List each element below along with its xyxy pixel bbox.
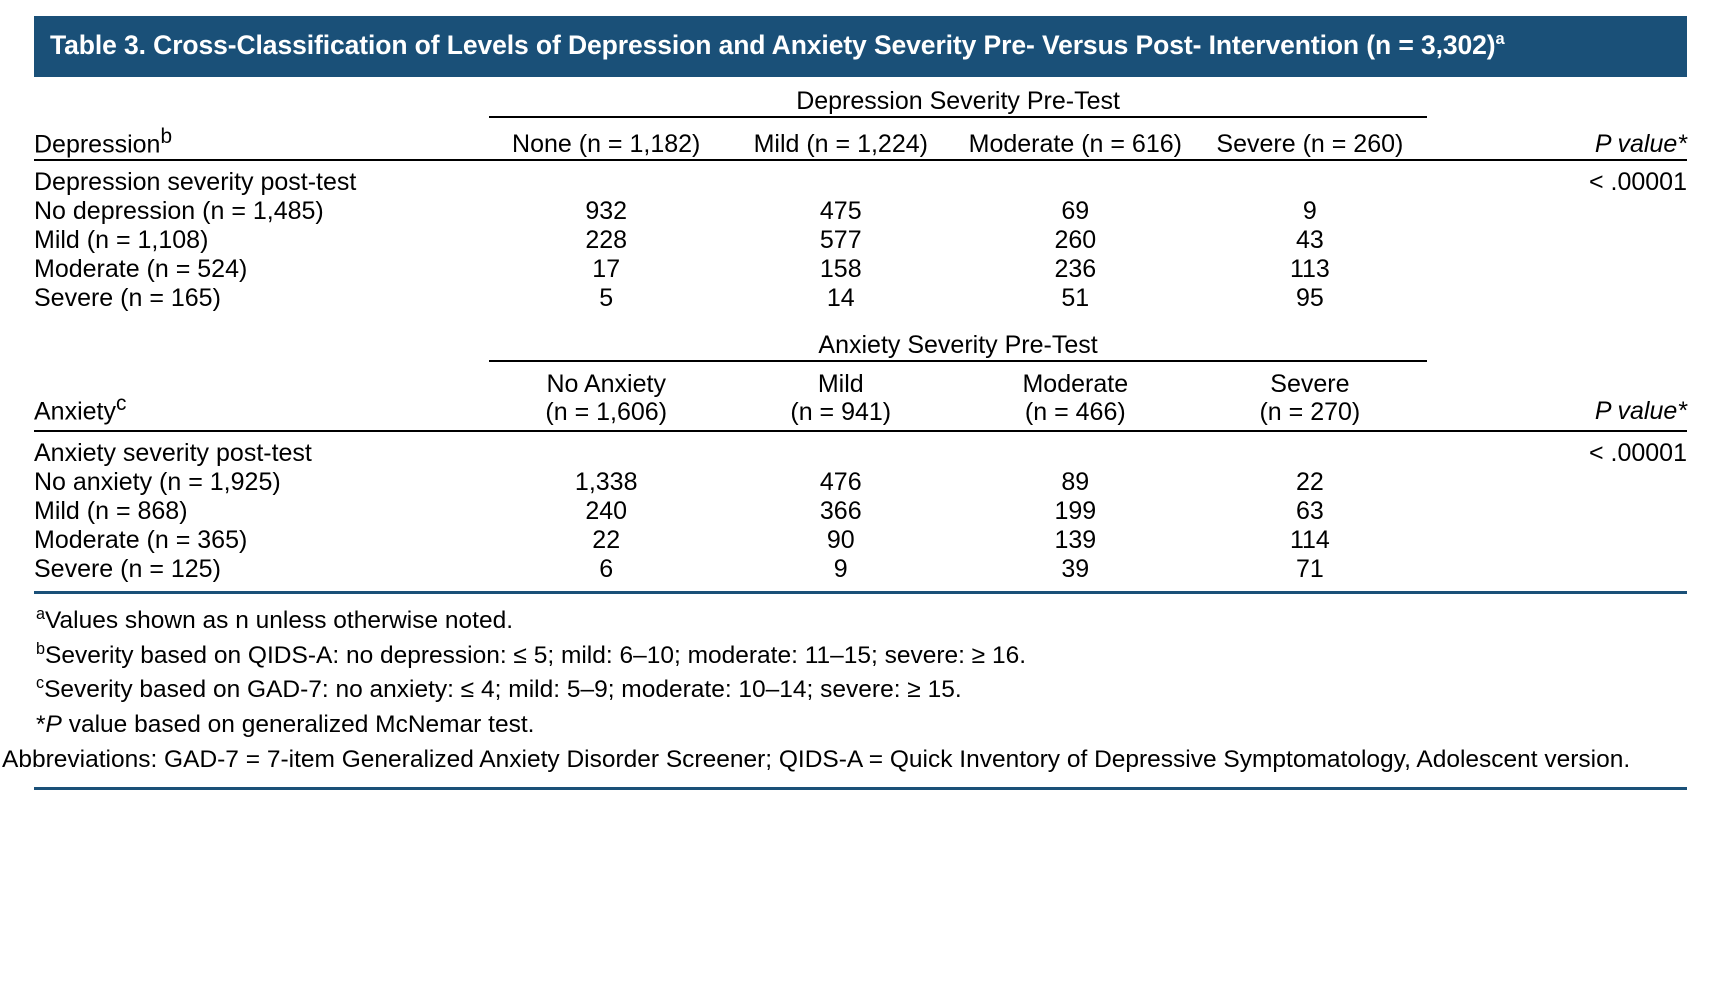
table-row: [34, 555, 1687, 591]
row-label: No anxiety (n = 1,925): [34, 468, 281, 497]
column-header-anxiety-none: [489, 361, 724, 430]
cell-value: 577: [819, 226, 862, 255]
row-label: Mild (n = 868): [34, 497, 188, 526]
column-header-anxiety-pvalue: [1427, 361, 1687, 430]
footnote-star-italic: P: [45, 711, 62, 739]
column-header-anxiety-moderate: [958, 361, 1193, 430]
depression-section-title: Depression severity post-test: [34, 168, 357, 197]
column-header-line1: Severe: [1270, 370, 1350, 399]
empty-cell: [489, 431, 724, 468]
anxiety-row-label-superscript: c: [115, 391, 127, 415]
cell-value: 236: [1054, 255, 1097, 284]
cell-value: 39: [1061, 555, 1090, 584]
anxiety-row-label: [34, 361, 489, 430]
cell-value: 63: [1295, 497, 1324, 526]
column-header-line2: (n = 1,606): [545, 398, 668, 427]
cell-value: 114: [1289, 526, 1330, 555]
data-table: [34, 77, 1687, 594]
empty-cell: [1427, 77, 1687, 116]
footnote-star-text: value based on generalized McNemar test.: [61, 711, 535, 739]
footnote-a: [36, 603, 1685, 638]
footnote-star-marker: *: [36, 711, 46, 739]
footnote-a-marker: a: [36, 604, 45, 623]
cell-value: 71: [1295, 555, 1324, 584]
footnote-c: [36, 673, 1685, 708]
empty-cell: [1427, 226, 1687, 255]
footnote-c-marker: c: [36, 674, 45, 693]
table-container: [34, 16, 1687, 594]
footnote-a-text: Values shown as n unless otherwise noted.: [45, 606, 514, 634]
cell-value: 366: [819, 497, 862, 526]
table-bottom-rule-row: [34, 591, 1687, 593]
cell-value: 139: [1054, 526, 1097, 555]
depression-row-label: [34, 117, 489, 159]
empty-cell: [1427, 313, 1687, 360]
column-header-anxiety-mild: [723, 361, 958, 430]
footnote-abbreviations: Abbreviations: GAD-7 = 7-item Generalized Anxiety Disorder Screener; QIDS-A = Quick Inventory of Depressive Symptomatology, Adolescent version.: [2, 746, 1631, 774]
column-header-depression-mild: Mild (n = 1,224): [753, 130, 928, 159]
cell-value: 113: [1289, 255, 1330, 284]
column-header-depression-pvalue: [1427, 117, 1687, 159]
table-row: [34, 197, 1687, 226]
table-title-superscript: a: [1495, 30, 1505, 49]
row-label: Severe (n = 165): [34, 284, 221, 313]
empty-cell: [958, 431, 1193, 468]
empty-cell: [1427, 284, 1687, 313]
cell-value: 932: [585, 197, 628, 226]
footnote-b-text: Severity based on QIDS-A: no depression: ≤ 5; mild: 6–10; moderate: 11–15; severe: ≥ 16.: [45, 641, 1027, 669]
anxiety-p-value: < .00001: [1588, 439, 1687, 468]
anxiety-span-header: Anxiety Severity Pre-Test: [818, 331, 1098, 360]
column-header-depression-moderate: Moderate (n = 616): [968, 130, 1182, 159]
table-row: [34, 284, 1687, 313]
horizontal-rule: [34, 591, 1687, 593]
empty-cell: [958, 160, 1193, 197]
cell-value: 89: [1061, 468, 1090, 497]
row-label: No depression (n = 1,485): [34, 197, 324, 226]
table-row: [34, 497, 1687, 526]
cell-value: 260: [1054, 226, 1097, 255]
table-title-text: Table 3. Cross-Classification of Levels of Depression and Anxiety Severity Pre- Versus Post- Intervention (n = 3,302): [50, 30, 1496, 60]
column-header-depression-severe: Severe (n = 260): [1216, 130, 1404, 159]
footnotes: [2, 603, 1685, 777]
cell-value: 199: [1054, 497, 1097, 526]
cell-value: 6: [599, 555, 614, 584]
cell-value: 14: [826, 284, 855, 313]
empty-cell: [1193, 431, 1428, 468]
cell-value: 43: [1295, 226, 1324, 255]
depression-span-header: Depression Severity Pre-Test: [796, 86, 1120, 115]
column-header-line1: Mild: [817, 370, 864, 399]
table-title: [34, 16, 1687, 77]
empty-cell: [1427, 255, 1687, 284]
footnote-c-text: Severity based on GAD-7: no anxiety: ≤ 4; mild: 5–9; moderate: 10–14; severe: ≥ 15.: [44, 676, 962, 704]
depression-section-row: [34, 160, 1687, 197]
cell-value: 476: [819, 468, 862, 497]
empty-cell: [1427, 468, 1687, 497]
footnote-star: [36, 708, 1685, 743]
empty-cell: [489, 160, 724, 197]
anxiety-row-label-text: Anxiety: [34, 397, 116, 426]
cell-value: 240: [585, 497, 628, 526]
p-value-header-text: P value*: [1594, 397, 1687, 426]
cell-value: 90: [826, 526, 855, 555]
footnote-b-marker: b: [36, 639, 45, 658]
column-header-line2: (n = 941): [790, 398, 892, 427]
column-header-line1: No Anxiety: [546, 370, 666, 399]
depression-column-header-row: [34, 117, 1687, 159]
row-label: Mild (n = 1,108): [34, 226, 209, 255]
cell-value: 9: [833, 555, 848, 584]
depression-row-label-superscript: b: [160, 124, 173, 148]
row-label: Moderate (n = 365): [34, 526, 248, 555]
column-header-line1: Moderate: [1022, 370, 1129, 399]
anxiety-column-header-row: [34, 361, 1687, 430]
empty-cell: [1427, 497, 1687, 526]
row-label: Moderate (n = 524): [34, 255, 248, 284]
anxiety-span-header-row: [34, 313, 1687, 360]
cell-value: 9: [1302, 197, 1317, 226]
cell-value: 5: [599, 284, 614, 313]
table-row: [34, 526, 1687, 555]
empty-cell: [723, 431, 958, 468]
empty-cell: [723, 160, 958, 197]
anxiety-section-title: Anxiety severity post-test: [34, 439, 312, 468]
footnote-b: [36, 638, 1685, 673]
table-row: [34, 226, 1687, 255]
cell-value: 95: [1295, 284, 1324, 313]
depression-row-label-text: Depression: [34, 130, 161, 159]
cell-value: 22: [592, 526, 621, 555]
cell-value: 158: [819, 255, 862, 284]
anxiety-section-row: [34, 431, 1687, 468]
empty-cell: [34, 77, 489, 116]
column-header-line2: (n = 466): [1024, 398, 1126, 427]
cell-value: 17: [592, 255, 621, 284]
cell-value: 475: [819, 197, 862, 226]
bottom-rule: [34, 787, 1687, 790]
depression-span-header-row: [34, 77, 1687, 116]
column-header-depression-none: None (n = 1,182): [512, 130, 701, 159]
column-header-line2: (n = 270): [1259, 398, 1361, 427]
cell-value: 228: [585, 226, 628, 255]
p-value-header-text: P value*: [1594, 130, 1687, 159]
cell-value: 22: [1295, 468, 1324, 497]
cell-value: 51: [1061, 284, 1090, 313]
empty-cell: [1427, 197, 1687, 226]
empty-cell: [1193, 160, 1428, 197]
table-row: [34, 468, 1687, 497]
row-label: Severe (n = 125): [34, 555, 221, 584]
cell-value: 1,338: [574, 468, 638, 497]
cell-value: 69: [1061, 197, 1090, 226]
empty-cell: [1427, 555, 1687, 591]
empty-cell: [1427, 526, 1687, 555]
table-row: [34, 255, 1687, 284]
depression-p-value: < .00001: [1588, 168, 1687, 197]
empty-cell: [34, 313, 489, 360]
column-header-anxiety-severe: [1193, 361, 1428, 430]
